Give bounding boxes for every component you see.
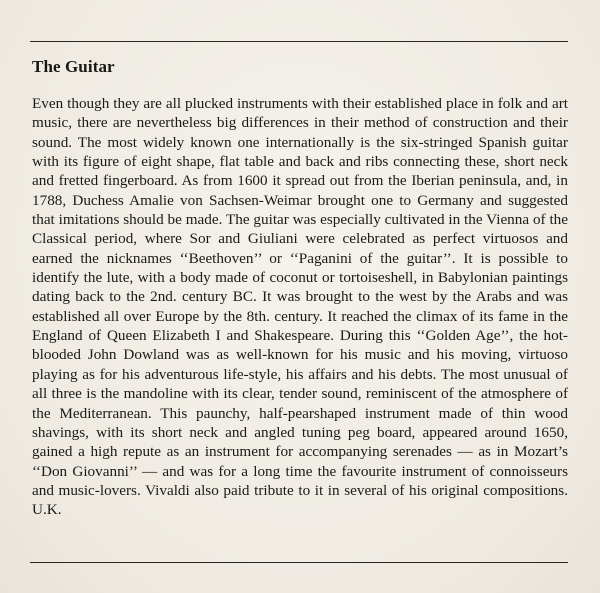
document-body: Even though they are all plucked instruments with their established place in folk and art music, there are nevertheless big differences in their method of construction and their sound. The most widely known one internationally is the six-stringed Spanish guitar with its figure of eight shape, flat table and back and ribs connecting these, short neck and fretted fingerboard. As from 1600 it spread out from the Iberian peninsula, and, in 1788, Duchess Amalie von Sachsen-Weimar brought one to Germany and suggested that imitations should be made. The guitar was especially cultivated in the Vienna of the Classical period, where Sor and Giuliani were celebrated as perfect virtuosos and earned the nicknames ‘‘Beethoven’’ or ‘‘Paganini of the guitar’’. It is possible to identify the lute, with a body made of coconut or tortoiseshell, in Babylonian paintings dating back to the 2nd. century BC. It was brought to the west by the Arabs and was established all over Europe by the 8th. century. It reached the climax of its fame in the England of Queen Elizabeth I and Shakespeare. During this ‘‘Golden Age’’, the hot-blooded John Dowland was as well-known for his music and his moving, virtuoso playing as for his adventurous life-style, his affairs and his debts. The most unusual of all three is the mandoline with its clear, tender sound, reminiscent of the atmosphere of the Mediterranean. This paunchy, half-pearshaped instrument made of thin wood shavings, with its short neck and angled tuning peg board, appeared around 1650, gained a high repute as an instrument for accompanying serenades — as in Mozart’s ‘‘Don Giovanni’’ — and was for a long time the favourite instrument of connoisseurs and music-lovers. Vivaldi also paid tribute to it in several of his original compositions. U.K. (32, 95, 568, 519)
top-rule (30, 41, 568, 42)
bottom-rule (30, 562, 568, 563)
document-title: The Guitar (32, 57, 115, 76)
